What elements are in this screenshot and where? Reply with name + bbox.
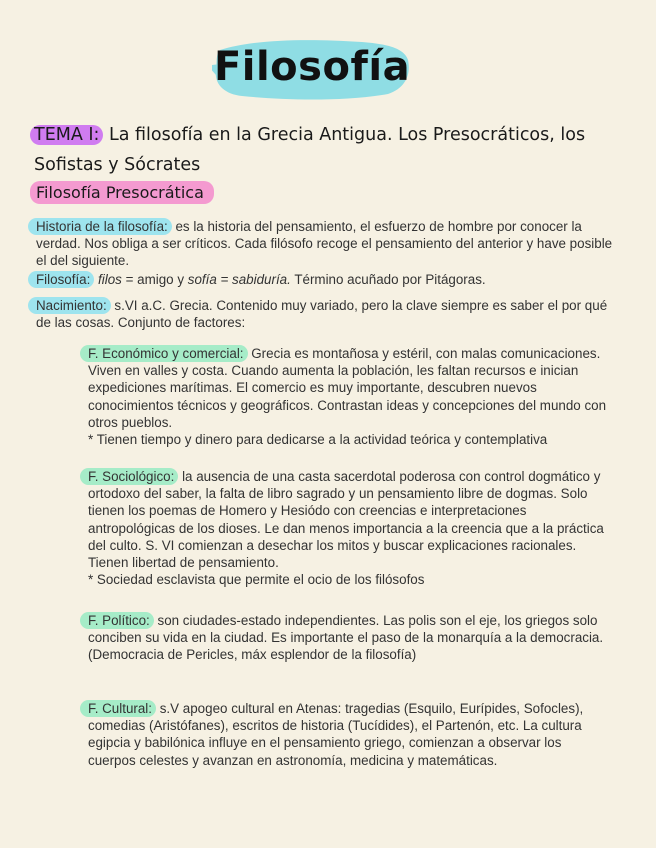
nacimiento-label: Nacimiento: [28, 297, 111, 314]
factor-politico-text: son ciudades-estado independientes. Las polis son el eje, los griegos solo conciben su vida en la ciudad. Es importante el paso de la monarquía a la democracia. (Democracia de Pericles, máx esplendor de la filosofía) [88, 613, 604, 663]
section-heading [30, 181, 214, 205]
nacimiento-paragraph [36, 297, 620, 331]
factor-sociologico-label: F. Sociológico: [80, 468, 178, 485]
tema-heading [34, 120, 634, 180]
factor-politico-label: F. Político: [80, 612, 154, 629]
tema-label: TEMA I: [30, 125, 103, 145]
factor-economico [88, 345, 610, 448]
filosofia-paragraph [36, 271, 616, 288]
tema-text: La filosofía en la Grecia Antigua. Los Presocráticos, los Sofistas y Sócrates [34, 125, 586, 175]
factor-cultural-text: s.V apogeo cultural en Atenas: tragedias (Esquilo, Eurípides, Sofocles), comedias (Aristófanes), escritos de historia (Tucídides), el Partenón, etc. La cultura egipcia y babilónica influye en el pensamiento griego, comienzan a observar los cuerpos celestes y avanzan en astronomía, medicina y matemáticas. [88, 701, 584, 768]
factor-sociologico [88, 468, 610, 588]
factor-cultural [88, 700, 610, 769]
filosofia-eq1: = amigo y [121, 272, 188, 287]
section-heading-text: Filosofía Presocrática [30, 181, 214, 204]
factor-sociologico-text: la ausencia de una casta sacerdotal poderosa con control dogmático y ortodoxo del saber, la falta de libro sagrado y un pensamiento libre de dogmas. Solo tienen los poemas de Homero y Hesiódo con creencias e interpretaciones antropológicas de los dioses. Le dan menos importancia a la creencia que a la práctica del culto. S. VI comienzan a desechar los mitos y buscar explicaciones racionales. Tienen libertad de pensamiento. [88, 469, 604, 571]
historia-paragraph [36, 218, 616, 270]
historia-label: Historia de la filosofía: [28, 218, 172, 235]
filosofia-filos: filos [94, 272, 122, 287]
historia-text: es la historia del pensamiento, el esfuerzo de hombre por conocer la verdad. Nos obliga a ser críticos. Cada filósofo recoge el pensamiento del anterior y have posible el del siguiente. [36, 219, 613, 269]
filosofia-label: Filosofía: [28, 271, 94, 288]
factor-economico-label: F. Económico y comercial: [80, 345, 248, 362]
title-block [212, 36, 412, 102]
factor-politico [88, 612, 610, 664]
factor-economico-text: Grecia es montañosa y estéril, con malas comunicaciones. Viven en valles y costa. Cuando aumenta la población, les faltan recursos e inician expediciones marítimas. El comercio es muy importante, descubren nuevos conocimientos técnicos y geográficos. Contrastan ideas y concepciones del mundo con otros pueblos. [88, 346, 607, 430]
filosofia-rest: Término acuñado por Pitágoras. [290, 272, 486, 287]
factor-economico-note: * Tienen tiempo y dinero para dedicarse a la actividad teórica y contemplativa [88, 432, 548, 448]
factor-sociologico-note: * Sociedad esclavista que permite el ocio de los filósofos [88, 572, 425, 588]
nacimiento-text: s.VI a.C. Grecia. Contenido muy variado, pero la clave siempre es saber el por qué de las cosas. Conjunto de factores: [36, 298, 608, 331]
filosofia-sofia: sofía = sabiduría. [187, 272, 291, 287]
page-title: Filosofía [213, 44, 411, 90]
factor-cultural-label: F. Cultural: [80, 700, 156, 717]
